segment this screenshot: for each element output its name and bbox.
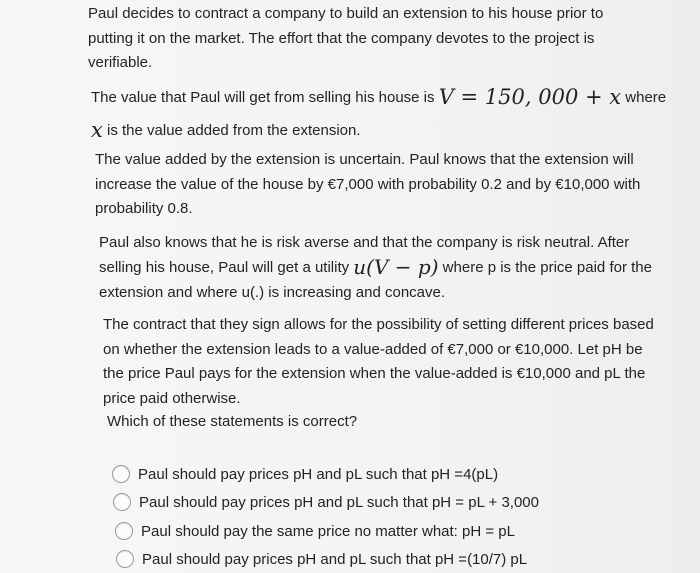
paragraph-value [91, 82, 666, 146]
option-label: Paul should pay the same price no matter what: pH = pL [141, 522, 515, 540]
paragraph-contract-prices [103, 313, 654, 411]
text-segment: is the value added from the extension. [102, 122, 361, 139]
option-label: Paul should pay prices pH and pL such that pH =4(pL) [138, 465, 499, 483]
text-line: Paul also knows that he is risk averse and that the company is risk neutral. After [99, 234, 630, 251]
radio-button[interactable] [113, 493, 131, 511]
text-line: verifiable. [88, 54, 153, 71]
text-line: The contract that they sign allows for the possibility of setting different prices based [103, 316, 654, 333]
utility-formula: u(V − p) [353, 255, 439, 279]
answer-option-1[interactable] [112, 463, 498, 485]
text-line [91, 115, 666, 146]
question-prompt [107, 410, 357, 435]
text-line: putting it on the market. The effort that the company devotes to the project is [88, 29, 595, 47]
radio-button[interactable] [115, 522, 133, 540]
text-segment: where p is the price paid for the [438, 259, 652, 276]
radio-button[interactable] [116, 550, 134, 568]
radio-button[interactable] [112, 465, 130, 483]
text-line: increase the value of the house by €7,000 with probability 0.2 and by €10,000 with [95, 175, 641, 193]
text-line: The value added by the extension is uncertain. Paul knows that the extension will [95, 151, 634, 168]
paragraph-uncertainty [95, 148, 640, 222]
text-line: probability 0.8. [95, 200, 193, 217]
text-line: Paul decides to contract a company to build an extension to his house prior to [88, 5, 604, 22]
text-line: price paid otherwise. [103, 389, 241, 407]
text-segment: The value that Paul will get from selling his house is [91, 89, 439, 106]
option-label: Paul should pay prices pH and pL such that pH = pL + 3,000 [139, 493, 539, 511]
text-line: Which of these statements is correct? [107, 413, 358, 430]
answer-option-4[interactable] [116, 548, 527, 570]
paragraph-risk [99, 230, 652, 305]
text-segment: where [621, 89, 667, 106]
text-line: extension and where u(.) is increasing and concave. [99, 284, 446, 301]
text-line [91, 82, 666, 113]
paragraph-contract [88, 2, 603, 76]
text-segment: selling his house, Paul will get a utility [99, 259, 354, 276]
answer-option-3[interactable] [115, 520, 515, 542]
variable-x: x [91, 118, 103, 142]
text-line: on whether the extension leads to a value-added of €7,000 or €10,000. Let pH be [103, 340, 643, 358]
value-formula: V = 150, 000 + x [438, 85, 622, 109]
answer-option-2[interactable] [113, 491, 539, 513]
text-line [99, 255, 652, 280]
option-label: Paul should pay prices pH and pL such that pH =(10/7) pL [142, 550, 528, 568]
text-line: the price Paul pays for the extension when the value-added is €10,000 and pL the [103, 365, 646, 382]
